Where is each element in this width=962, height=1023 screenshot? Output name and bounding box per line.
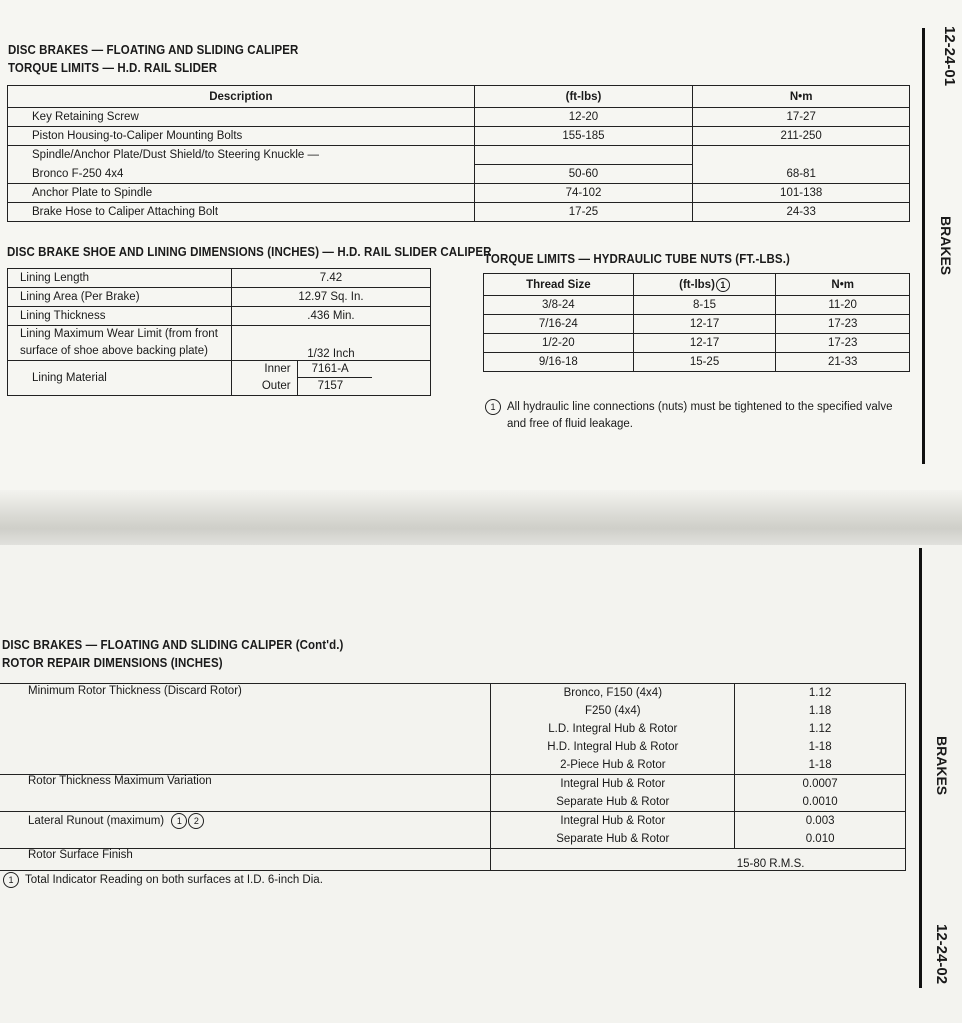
section-title: ROTOR REPAIR DIMENSIONS (INCHES) (2, 657, 223, 671)
table-row (8, 203, 910, 222)
ftlbs-cell: 50-60 (474, 165, 693, 184)
page-code: 12-24-02 (933, 924, 950, 985)
nm-cell: 17-23 (776, 334, 910, 353)
value-cell: 7.42 (231, 269, 430, 288)
value-cell: .436 Min. (231, 307, 430, 326)
nm-cell: 211-250 (693, 127, 910, 146)
tube-nuts-title (484, 253, 790, 266)
ftlbs-cell: 17-25 (474, 203, 693, 222)
column-header (633, 274, 776, 296)
footnote-text: Total Indicator Reading on both surfaces at I.D. 6-inch Dia. (25, 874, 323, 887)
description-cell: Piston Housing-to-Caliper Mounting Bolts (8, 127, 475, 146)
column-header: N•m (693, 86, 910, 108)
outer-label: Outer (261, 380, 291, 392)
value-cell: 0.0007 (735, 775, 906, 794)
footnote-marker: 1 (171, 813, 187, 829)
table-row (8, 108, 910, 127)
footnote-marker: 1 (716, 278, 730, 292)
table-row (8, 269, 431, 288)
inner-label: Inner (264, 363, 291, 375)
nm-cell: 101-138 (693, 184, 910, 203)
table-row (8, 165, 910, 184)
table-row (8, 127, 910, 146)
model-cell: H.D. Integral Hub & Rotor (491, 738, 735, 756)
nm-cell: 68-81 (693, 165, 910, 184)
footnote-marker: 1 (485, 399, 501, 415)
column-header: Thread Size (484, 274, 634, 296)
table-row (484, 296, 910, 315)
column-header: Description (8, 86, 475, 108)
description-cell: Spindle/Anchor Plate/Dust Shield/to Steering Knuckle — (8, 146, 475, 165)
description-cell: Key Retaining Screw (8, 108, 475, 127)
value-cell: 1-18 (735, 756, 906, 775)
model-cell: Bronco, F150 (4x4) (491, 684, 735, 703)
label-cell (0, 812, 491, 849)
ftlbs-cell (474, 146, 693, 165)
section-title: TORQUE LIMITS — H.D. RAIL SLIDER (8, 62, 218, 76)
model-cell: Separate Hub & Rotor (491, 793, 735, 812)
table-row (0, 775, 906, 794)
footnote-line2: and free of fluid leakage. (507, 418, 633, 431)
table-row (0, 849, 906, 871)
label-cell: Lining Thickness (8, 307, 232, 326)
label-cell: Lining Length (8, 269, 232, 288)
table-row (8, 326, 431, 361)
footnote-line1: All hydraulic line connections (nuts) must be tightened to the specified valve (507, 401, 893, 414)
table-row (484, 353, 910, 372)
ftlbs-cell: 12-17 (633, 334, 776, 353)
ftlbs-cell: 15-25 (633, 353, 776, 372)
value-cell: 1-18 (735, 738, 906, 756)
nm-cell: 24-33 (693, 203, 910, 222)
model-cell: L.D. Integral Hub & Rotor (491, 720, 735, 738)
table-row (8, 361, 431, 396)
section-label: BRAKES (934, 736, 950, 796)
inner-outer-labels (231, 361, 297, 396)
wear-label-line1: Lining Maximum Wear Limit (from front (20, 328, 218, 340)
value-cell: 12.97 Sq. In. (231, 288, 430, 307)
table-row (484, 334, 910, 353)
value-cell: 15-80 R.M.S. (735, 849, 906, 871)
nm-cell: 17-27 (693, 108, 910, 127)
thread-size-cell: 9/16-18 (484, 353, 634, 372)
page-code: 12-24-01 (941, 26, 958, 87)
model-cell (491, 849, 735, 871)
runout-label: Lateral Runout (maximum) (28, 815, 165, 828)
inner-value: 7161-A (298, 361, 372, 378)
table-row (8, 288, 431, 307)
table-header-row (484, 274, 910, 296)
table-row (8, 307, 431, 326)
table-row (8, 184, 910, 203)
tube-nuts-table (483, 273, 910, 372)
value-cell: 0.0010 (735, 793, 906, 812)
column-header: N•m (776, 274, 910, 296)
value-cell: 1.18 (735, 702, 906, 720)
label-cell: Rotor Thickness Maximum Variation (0, 775, 491, 812)
value-cell: 1.12 (735, 720, 906, 738)
description-cell: Bronco F-250 4x4 (8, 165, 475, 184)
sidebar-rule (922, 28, 925, 464)
ftlbs-cell: 12-20 (474, 108, 693, 127)
sidebar-rule (919, 548, 922, 988)
nm-cell: 11-20 (776, 296, 910, 315)
page-title: DISC BRAKES — FLOATING AND SLIDING CALIPER (Cont'd.) (2, 639, 344, 653)
thread-size-cell: 3/8-24 (484, 296, 634, 315)
nm-cell (693, 146, 910, 165)
table-row (0, 684, 906, 703)
model-cell: Separate Hub & Rotor (491, 830, 735, 849)
label-cell: Lining Area (Per Brake) (8, 288, 232, 307)
footnote-marker: 1 (3, 872, 19, 888)
ftlbs-cell: 155-185 (474, 127, 693, 146)
hydraulic-footnote (484, 399, 892, 433)
value-cell: 1/32 Inch (231, 326, 430, 361)
footnote-marker: 2 (188, 813, 204, 829)
column-header: (ft-lbs) (474, 86, 693, 108)
nm-cell: 21-33 (776, 353, 910, 372)
value-cell: 0.010 (735, 830, 906, 849)
nm-cell: 17-23 (776, 315, 910, 334)
model-cell: Integral Hub & Rotor (491, 775, 735, 794)
table-row (0, 812, 906, 831)
table-row (8, 146, 910, 165)
label-cell: Rotor Surface Finish (0, 849, 491, 871)
outer-value: 7157 (317, 380, 344, 392)
shoe-lining-table (7, 268, 431, 396)
rotor-dimensions-table (0, 683, 906, 871)
page-title: DISC BRAKES — FLOATING AND SLIDING CALIPER (8, 44, 299, 58)
model-cell: F250 (4x4) (491, 702, 735, 720)
table-row (484, 315, 910, 334)
torque-limits-table (7, 85, 910, 222)
ftlbs-cell: 8-15 (633, 296, 776, 315)
ftlbs-cell: 12-17 (633, 315, 776, 334)
ftlbs-cell: 74-102 (474, 184, 693, 203)
section-label: BRAKES (938, 216, 954, 276)
model-cell: 2-Piece Hub & Rotor (491, 756, 735, 775)
description-cell: Anchor Plate to Spindle (8, 184, 475, 203)
model-cell: Integral Hub & Rotor (491, 812, 735, 831)
runout-footnote (2, 872, 323, 889)
table-header-row (8, 86, 910, 108)
inner-outer-values (297, 361, 430, 396)
thread-size-cell: 7/16-24 (484, 315, 634, 334)
description-cell: Brake Hose to Caliper Attaching Bolt (8, 203, 475, 222)
shoe-lining-title: DISC BRAKE SHOE AND LINING DIMENSIONS (INCHES) — H.D. RAIL SLIDER CALIPER (7, 246, 492, 260)
thread-size-cell: 1/2-20 (484, 334, 634, 353)
value-cell: 0.003 (735, 812, 906, 831)
label-cell (8, 326, 232, 361)
label-cell: Minimum Rotor Thickness (Discard Rotor) (0, 684, 491, 775)
value-cell: 1.12 (735, 684, 906, 703)
column-header-text: (ft-lbs) (679, 278, 715, 291)
label-cell: Lining Material (8, 361, 232, 396)
wear-label-line2: surface of shoe above backing plate) (20, 345, 208, 357)
tube-nuts-title-text: TORQUE LIMITS — HYDRAULIC TUBE NUTS (FT.-LBS.) (484, 253, 790, 267)
